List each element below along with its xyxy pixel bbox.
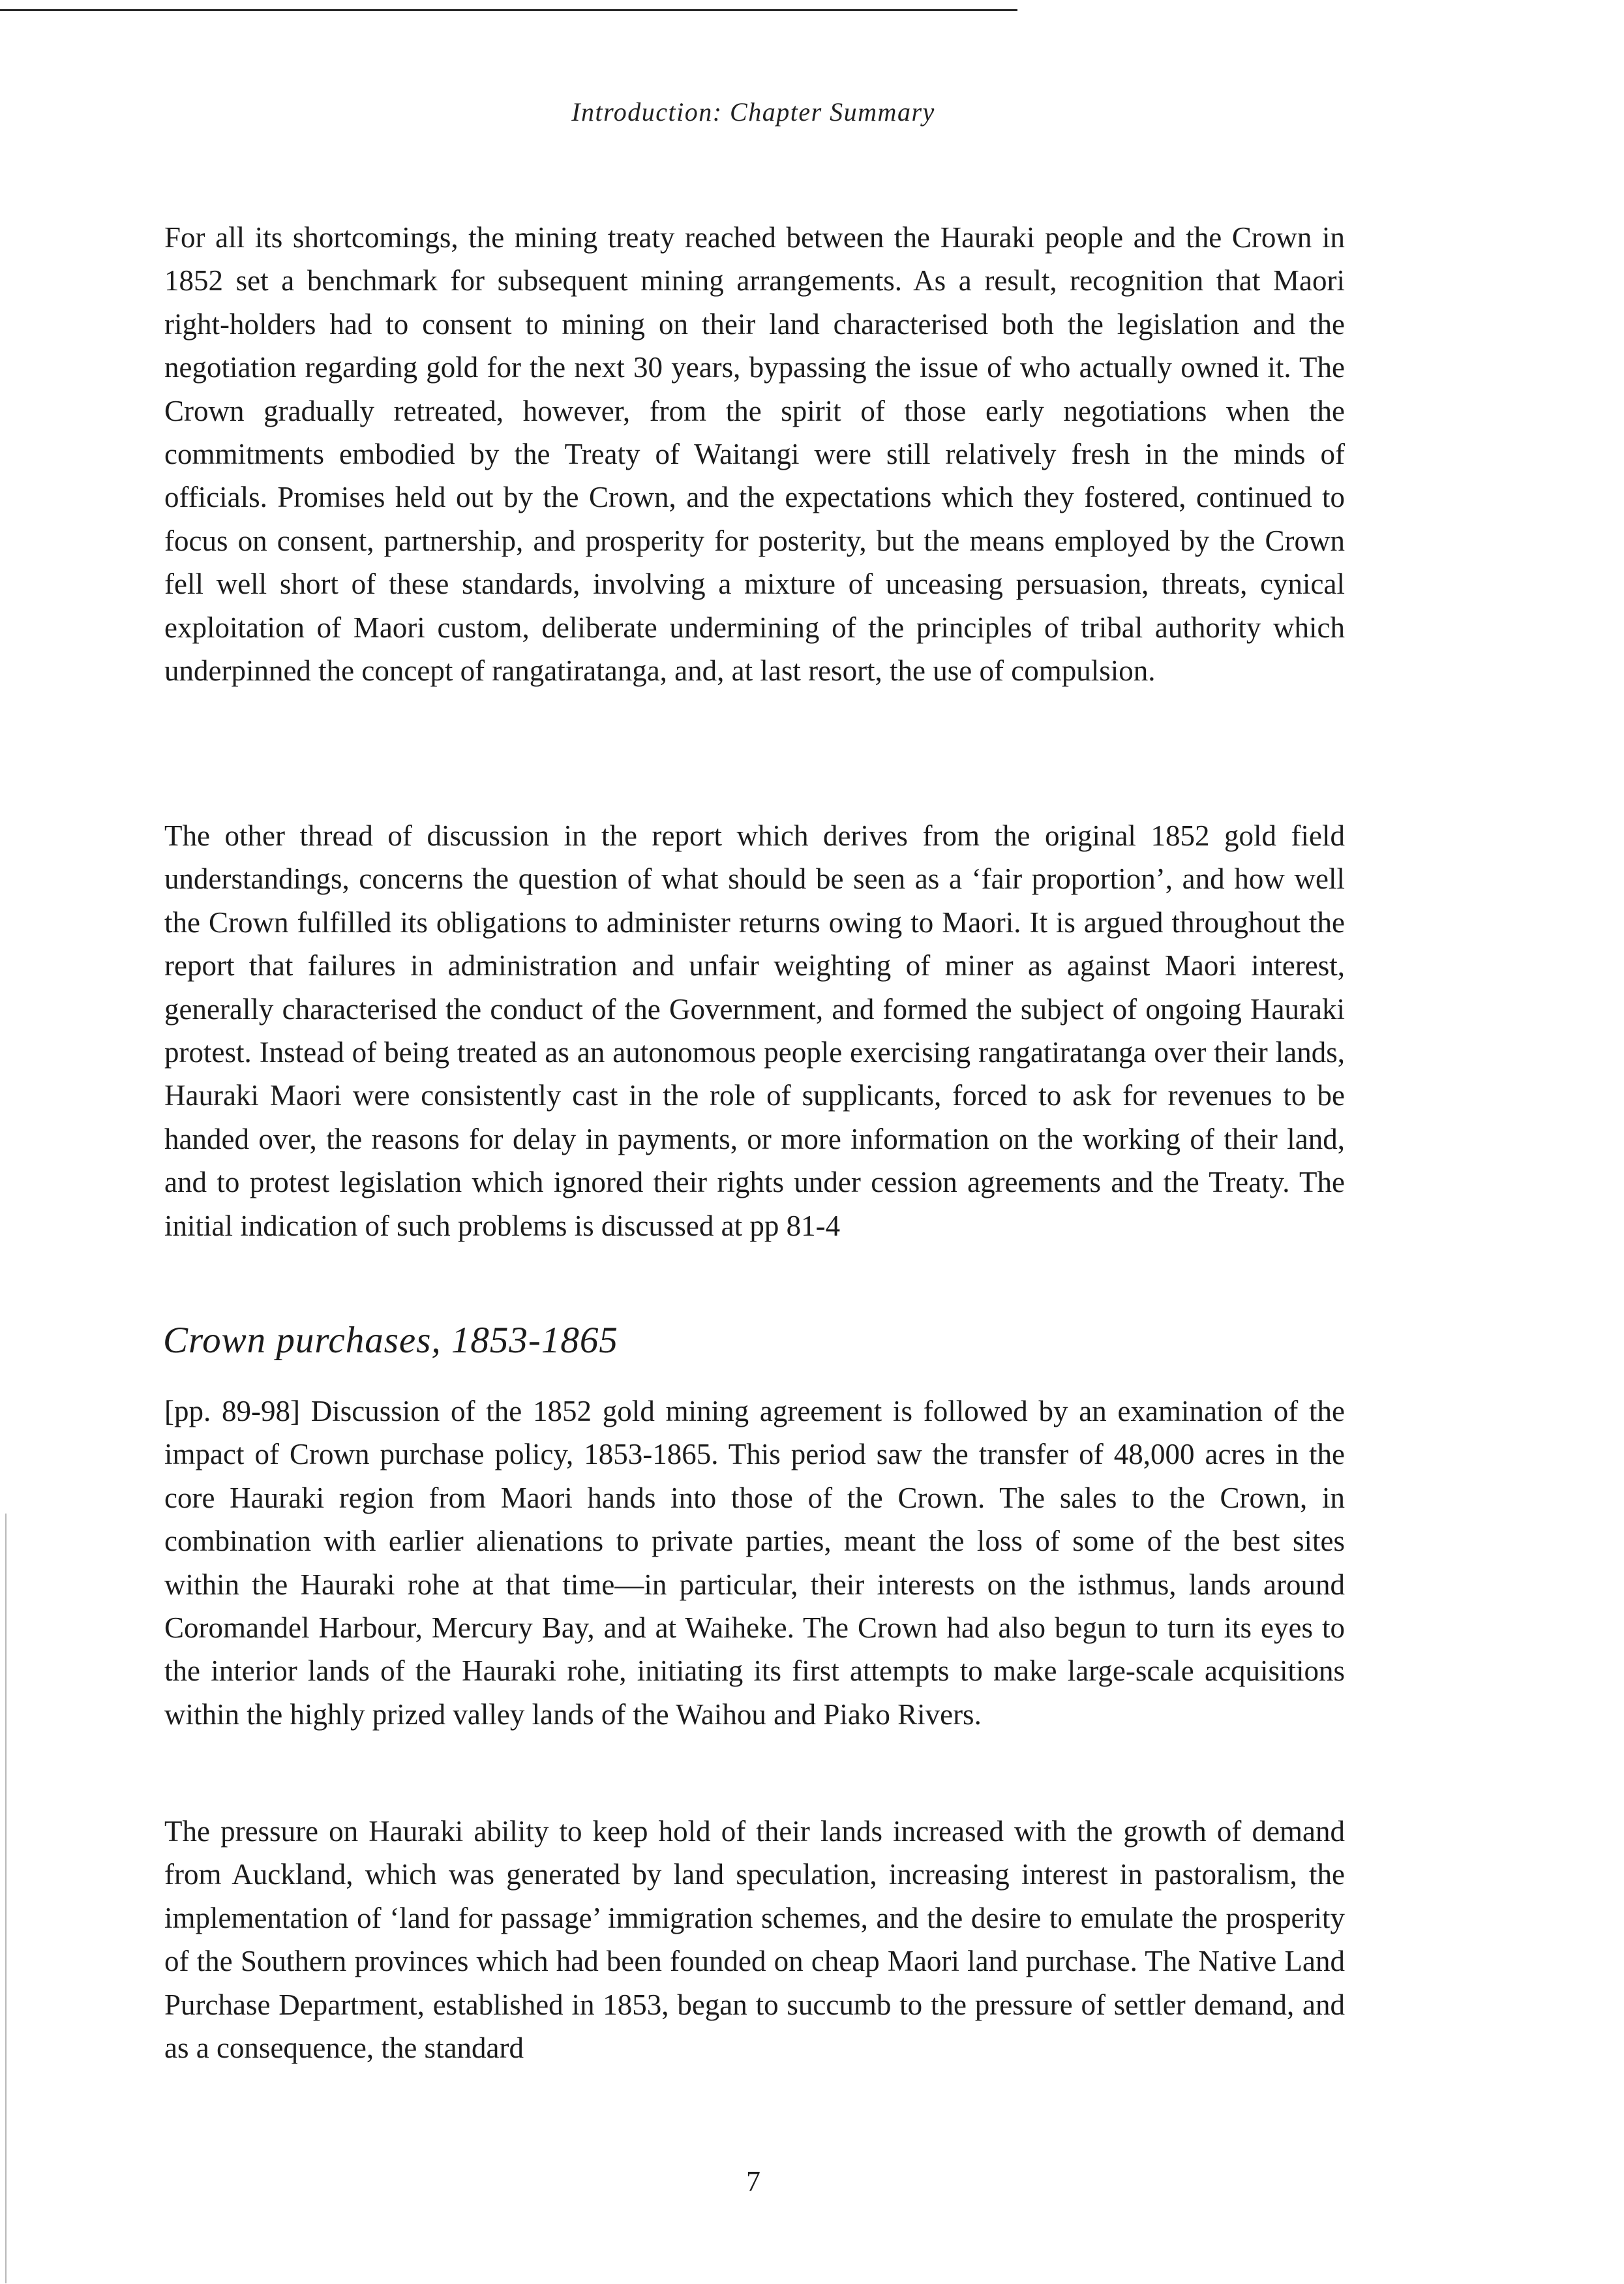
- paragraph-text: [pp. 89-98] Discussion of the 1852 gold mining agreement is followed by an examination of the impact of Crown purchase policy, 1853-1865. This period saw the transfer of 48,000 acres in the core Hauraki region from Maori hands into those of the Crown. The sales to the Crown, in combination with earlier alienations to private parties, meant the loss of some of the best sites within the Hauraki rohe at that time—in particular, their interests on the isthmus, lands around Coromandel Harbour, Mercury Bay, and at Waiheke. The Crown had also begun to turn its eyes to the interior lands of the Hauraki rohe, initiating its first attempts to make large-scale acquisitions within the highly prized valley lands of the Waihou and Piako Rivers.: [164, 1395, 1345, 1731]
- paragraph-text: The other thread of discussion in the report which derives from the original 1852 gold field understandings, concerns the question of what should be seen as a ‘fair proportion’, and how well the Crown fulfilled its obligations to administer returns owing to Maori. It is argued throughout the report that failures in administration and unfair weighting of miner as against Maori interest, generally characterised the conduct of the Government, and formed the subject of ongoing Hauraki protest. Instead of being treated as an autonomous people exercising rangatiratanga over their lands, Hauraki Maori were consistently cast in the role of supplicants, forced to ask for revenues to be handed over, the reasons for delay in payments, or more information on the working of their land, and to protest legislation which ignored their rights under cession agreements and the Treaty. The initial indication of such problems is discussed at pp 81-4: [164, 819, 1345, 1242]
- section-paragraph: [164, 1390, 1345, 1736]
- body-paragraph: [164, 814, 1345, 1247]
- paragraph-text: The pressure on Hauraki ability to keep hold of their lands increased with the growth of demand from Auckland, which was generated by land speculation, increasing interest in pastoralism, the implementation of ‘land for passage’ immigration schemes, and the desire to emulate the prosperity of the Southern provinces which had been founded on cheap Maori land purchase. The Native Land Purchase Department, established in 1853, began to succumb to the pressure of settler demand, and as a consequence, the standard: [164, 1815, 1345, 2065]
- running-head: Introduction: Chapter Summary: [571, 97, 935, 127]
- section-heading: Crown purchases, 1853-1865: [163, 1320, 618, 1361]
- body-paragraph: [164, 216, 1345, 692]
- page-number: 7: [746, 2165, 760, 2197]
- section-paragraph: [164, 1810, 1345, 2069]
- top-rule: [0, 9, 1017, 11]
- paragraph-text: For all its shortcomings, the mining treaty reached between the Hauraki people and the Crown in 1852 set a benchmark for subsequent mining arrangements. As a result, recognition that Maori right-holders had to consent to mining on their land characterised both the legislation and the negotiation regarding gold for the next 30 years, bypassing the issue of who actually owned it. The Crown gradually retreated, however, from the spirit of those early negotiations when the commitments embodied by the Treaty of Waitangi were still relatively fresh in the minds of officials. Promises held out by the Crown, and the expectations which they fostered, continued to focus on consent, partnership, and prosperity for posterity, but the means employed by the Crown fell well short of these standards, involving a mixture of unceasing persuasion, threats, cynical exploitation of Maori custom, deliberate undermining of the principles of tribal authority which underpinned the concept of rangatiratanga, and, at last resort, the use of compulsion.: [164, 221, 1345, 688]
